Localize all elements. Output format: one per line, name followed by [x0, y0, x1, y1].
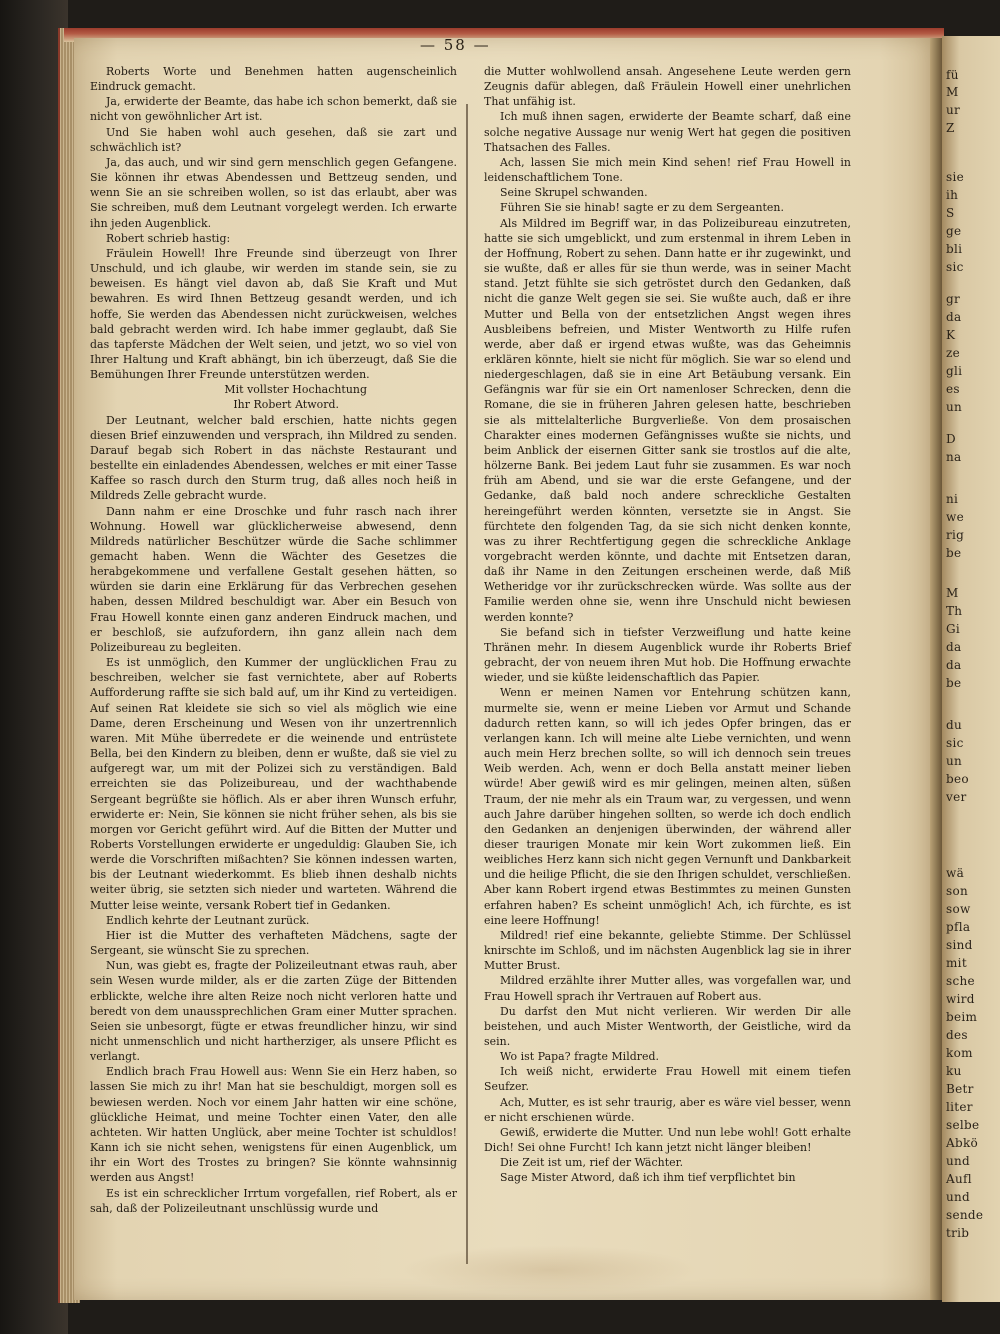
- paragraph: Dann nahm er eine Droschke und fuhr rasch nach ihrer Wohnung. Howell war glücklicherweise abwesend, denn Mildreds natürlicher Beschützer würde die Sache schlimmer gemacht haben. Wenn die Wächter des Gesetzes die herabgekommene und verfallene Gestalt gesehen hätten, so würden sie darin eine Erklärung für das Verbrechen gesehen haben, dessen Mildred beschuldigt war. Aber ein Besuch von Frau Howell konnte einen ganz anderen Eindruck machen, und er beschloß, sie aufzufordern, ihn ganz allein nach dem Polizeibureau zu begleiten.: [90, 504, 457, 654]
- next-page-fragment: ku: [946, 1064, 962, 1078]
- next-page-fragment: un: [946, 754, 963, 768]
- next-page-fragment: gr: [946, 292, 961, 306]
- paragraph: Du darfst den Mut nicht verlieren. Wir werden Dir alle beistehen, und auch Mister Wentworth, der Geistliche, wird da sein.: [484, 1004, 851, 1048]
- next-page-fragment: und: [946, 1190, 971, 1204]
- next-page-fragment: sic: [946, 736, 964, 750]
- next-page-fragment: D: [946, 432, 956, 446]
- paper-stain: [400, 1245, 700, 1295]
- paragraph: Roberts Worte und Benehmen hatten augenscheinlich Eindruck gemacht.: [90, 65, 457, 94]
- paragraph: Es ist ein schrecklicher Irrtum vorgefallen, rief Robert, als er sah, daß der Polizeileutnant unschlüssig wurde und: [90, 1186, 457, 1215]
- next-page-fragment: selbe: [946, 1118, 980, 1132]
- paragraph: Gewiß, erwiderte die Mutter. Und nun lebe wohl! Gott erhalte Dich! Sei ohne Furcht! Ich kann jetzt nicht länger bleiben!: [484, 1125, 851, 1155]
- next-page-fragment: ni: [946, 492, 959, 506]
- next-page-fragment: ge: [946, 224, 962, 238]
- next-page-fragment: ver: [946, 790, 967, 804]
- next-page-fragment: beim: [946, 1010, 978, 1024]
- next-page-fragment: Betr: [946, 1082, 974, 1096]
- next-page-fragment: K: [946, 328, 956, 342]
- paragraph: Der Leutnant, welcher bald erschien, hatte nichts gegen diesen Brief einzuwenden und versprach, ihn Mildred zu senden. Darauf begab sich Robert in das nächste Restaurant und bestellte ein einladendes Abendessen, welches er mit einer Tasse Kaffee so rasch durch den Sturm trug, daß alles noch heiß in Mildreds Zelle gebracht wurde.: [90, 413, 457, 503]
- next-page-fragment: gli: [946, 364, 963, 378]
- next-page-fragment: be: [946, 546, 962, 560]
- paragraph: Endlich brach Frau Howell aus: Wenn Sie ein Herz haben, so lassen Sie mich zu ihr! Man hat sie beschuldigt, morgen soll es bewiesen werden. Noch vor einem Jahr hatten wir eine schöne, glückliche Heimat, und meine Tochter einen Vater, den alle achteten. Wir hatten Unglück, aber meine Tochter ist schuldlos! Kann ich sie nicht sehen, wenigstens für einen Augenblick, um ihr ein Wort des Trostes zu bringen? Sie könnte wahnsinnig werden aus Angst!: [90, 1065, 457, 1185]
- next-page-fragment: sende: [946, 1208, 984, 1222]
- next-page-fragment: da: [946, 310, 962, 324]
- next-page-fragment: Aufl: [946, 1172, 972, 1186]
- next-page-fragment: sow: [946, 902, 971, 916]
- paragraph: Wo ist Papa? fragte Mildred.: [500, 1050, 660, 1064]
- next-page-fragment: Abkö: [946, 1136, 979, 1150]
- next-page-fragment: S: [946, 206, 955, 220]
- paragraph: die Mutter wohlwollend ansah. Angesehene Leute werden gern Zeugnis dafür ablegen, daß Fräulein Howell einer unehrlichen That unfähig ist.: [484, 65, 851, 109]
- next-page-fragment: ur: [946, 103, 961, 117]
- paragraph: Ich muß ihnen sagen, erwiderte der Beamte scharf, daß eine solche negative Aussage nur wenig Wert hat gegen die positiven Thatsachen des Falles.: [484, 110, 851, 154]
- next-page-fragment: Gi: [946, 622, 961, 636]
- next-page-fragment: da: [946, 640, 962, 654]
- next-page-fragment: da: [946, 658, 962, 672]
- next-page-fragment: liter: [946, 1100, 973, 1114]
- next-page-fragment: kom: [946, 1046, 973, 1060]
- paragraph: Mildred erzählte ihrer Mutter alles, was vorgefallen war, und Frau Howell sprach ihr Vertrauen auf Robert aus.: [484, 974, 851, 1003]
- paragraph: Endlich kehrte der Leutnant zurück.: [106, 913, 310, 927]
- next-page-fragment: na: [946, 450, 962, 464]
- column-divider: [466, 104, 468, 1264]
- book-gutter: [930, 38, 942, 1300]
- next-page-fragment: Th: [946, 604, 963, 618]
- next-page-fragment: un: [946, 400, 963, 414]
- paragraph: Seine Skrupel schwanden.: [500, 186, 648, 200]
- paragraph: Sage Mister Atword, daß ich ihm tief verpflichtet bin: [500, 1171, 796, 1185]
- next-page-fragment: beo: [946, 772, 969, 786]
- next-page-fragment: ih: [946, 188, 959, 202]
- right-text-column: [484, 64, 851, 1244]
- paragraph: Mildred! rief eine bekannte, geliebte Stimme. Der Schlüssel knirschte im Schloß, und im nächsten Augenblick lag sie in ihrer Mutter Brust.: [484, 928, 851, 973]
- next-page-fragment: trib: [946, 1226, 970, 1240]
- next-page-fragment: son: [946, 884, 969, 898]
- paragraph: Ach, Mutter, es ist sehr traurig, aber es wäre viel besser, wenn er nicht erschienen würde.: [484, 1095, 851, 1124]
- next-page-fragment: des: [946, 1028, 968, 1042]
- page-number: — 58 —: [420, 36, 491, 54]
- next-page-fragment: es: [946, 382, 960, 396]
- paragraph: Wenn er meinen Namen vor Entehrung schützen kann, murmelte sie, wenn er meine Lieben vor Armut und Schande dadurch retten kann, so will ich jedes Opfer bringen, das er verlangen kann. Ich will meine alte Liebe vernichten, und wenn auch mein Herz brechen sollte, so will ich dennoch sein treues Weib werden. Ach, wenn er doch Bella anstatt meiner lieben würde! Aber gewiß wird es mir gelingen, meinen alten, süßen Traum, der nie mehr als ein Traum war, zu vergessen, und wenn auch Jahre darüber hingehen sollten, so werde ich doch endlich den Gedanken an denjenigen überwinden, der während aller dieser traurigen Monate mir kein Wort zukommen ließ. Ein weibliches Herz kann sich nicht gegen Vernunft und Dankbarkeit und die heilige Pflicht, die sie den Ihrigen schuldet, verschließen. Aber kann Robert irgend etwas Bestimmtes zu meinen Gunsten erfahren haben? Es scheint unmöglich! Ach, ich fürchte, es ist eine leere Hoffnung!: [484, 686, 851, 927]
- next-page-fragment: we: [946, 510, 964, 524]
- next-page-fragment: rig: [946, 528, 965, 542]
- paragraph: Ja, erwiderte der Beamte, das habe ich schon bemerkt, daß sie nicht von gewöhnlicher Art ist.: [90, 95, 457, 124]
- paragraph: Ach, lassen Sie mich mein Kind sehen! rief Frau Howell in leidenschaftlichem Tone.: [484, 155, 851, 185]
- paragraph: Nun, was giebt es, fragte der Polizeileutnant etwas rauh, aber sein Wesen wurde milder, als er die zarten Züge der Bittenden erblickte, welche ihre alten Reize noch nicht verloren hatte und beredt von dem unaussprechlichen Gram einer Mutter sprachen. Seien sie unbesorgt, fügte er etwas freundlicher hinzu, wir sind nicht unmenschlich und nicht hartherziger, als unsere Pflicht es verlangt.: [90, 959, 457, 1064]
- next-page-fragment: sic: [946, 260, 964, 274]
- paragraph: Mit vollster Hochachtung: [224, 383, 367, 397]
- paragraph: Robert schrieb hastig:: [106, 231, 231, 245]
- paragraph: Ihr Robert Atword.: [233, 398, 339, 412]
- next-page-fragment: ze: [946, 346, 961, 360]
- paragraph: Ja, das auch, und wir sind gern menschlich gegen Gefangene. Sie können ihr etwas Abendessen und Bettzeug senden, und wenn Sie an sie schreiben wollen, so ist das erlaubt, aber was Sie schreiben, muß dem Leutnant vorgelegt werden. Ich erwarte ihn jeden Augenblick.: [90, 155, 457, 230]
- next-page-fragment: und: [946, 1154, 971, 1168]
- next-page-fragment: mit: [946, 956, 967, 970]
- next-page-fragment: sie: [946, 170, 964, 184]
- left-text-column: [90, 64, 457, 1244]
- next-page-fragment: pfla: [946, 920, 971, 934]
- next-page-fragment: sche: [946, 974, 975, 988]
- next-page-fragment: M: [946, 586, 959, 600]
- next-page-fragment: M: [946, 85, 959, 99]
- paragraph: Sie befand sich in tiefster Verzweiflung und hatte keine Thränen mehr. In diesem Augenblick wurde ihr Roberts Brief gebracht, der von neuem ihren Mut hob. Die Hoffnung erwachte wieder, und sie küßte leidenschaftlich das Papier.: [484, 625, 851, 685]
- next-page-fragment: fü: [946, 68, 959, 82]
- paragraph: Als Mildred im Begriff war, in das Polizeibureau einzutreten, hatte sie sich umgeblickt, und zum erstenmal in ihrem Leben in der Hoffnung, Robert zu sehen. Dann hatte er ihr zugewinkt, und sie wußte, daß er alles für sie thun werde, was in seiner Macht stand. Jetzt fühlte sie sich getröstet durch den Gedanken, daß nicht die ganze Welt gegen sie sei. Sie wußte auch, daß er ihre Mutter und Bella von der entsetzlichen Angst wegen ihres Ausbleibens befreien, und Mister Wentworth zu Hilfe rufen werde, aber daß er irgend etwas wußte, was das Geheimnis erklären könnte, hielt sie nicht für möglich. Sie war so elend und niedergeschlagen, daß sie in eine Art Betäubung versank. Ein Gefängnis war für sie ein Ort namenloser Schrecken, denn die Romane, die sie in früheren Jahren gelesen hatte, beschrieben sie als mittelalterliche Burgverließe. Von dem prosaischen Charakter eines modernen Gefängnisses wußte sie nichts, und beim Anblick der eisernen Gitter sank sie trostlos auf die alte, hölzerne Bank. Bei jedem Laut fuhr sie zusammen. Es war noch früh am Abend, und sie war die erste Gefangene, und der Gedanke, daß bald noch andere schreckliche Gestalten hereingeführt werden könnten, versetzte sie in Angst. Sie fürchtete den folgenden Tag, da sie sich nicht denken konnte, was zu ihrer Rechtfertigung gegen die schreckliche Anklage vorgebracht werden könnte, und dachte mit Entsetzen daran, daß ihr Name in den Zeitungen erscheinen werde, daß Miß Wetheridge vor ihr zurückschrecken würde. Was sollte aus der Familie werden ohne sie, wenn ihre Unschuld nicht bewiesen werden konnte?: [484, 216, 851, 624]
- paragraph: Fräulein Howell! Ihre Freunde sind überzeugt von Ihrer Unschuld, und ich glaube, wir werden im stande sein, sie zu beweisen. Es hängt viel davon ab, daß Sie Kraft und Mut bewahren. Es wird Ihnen Bettzeug gesandt werden, und ich hoffe, Sie werden das Abendessen nicht zurückweisen, welches bald gebracht werden wird. Ich habe immer geglaubt, daß Sie das tapferste Mädchen der Welt seien, und jetzt, wo so viel von Ihrer Haltung und Kraft abhängt, bin ich überzeugt, daß Sie die Bemühungen Ihrer Freunde unterstützen werden.: [90, 246, 457, 382]
- paragraph: Und Sie haben wohl auch gesehen, daß sie zart und schwächlich ist?: [90, 125, 457, 154]
- paragraph: Ich weiß nicht, erwiderte Frau Howell mit einem tiefen Seufzer.: [484, 1065, 851, 1094]
- next-page-fragment: du: [946, 718, 963, 732]
- next-page-fragment: wä: [946, 866, 965, 880]
- paragraph: Die Zeit ist um, rief der Wächter.: [500, 1156, 684, 1170]
- next-page-fragment: be: [946, 676, 962, 690]
- next-page-edge: [942, 36, 1000, 1302]
- next-page-fragment: bli: [946, 242, 963, 256]
- next-page-fragment: wird: [946, 992, 975, 1006]
- paragraph: Führen Sie sie hinab! sagte er zu dem Sergeanten.: [500, 201, 785, 215]
- next-page-fragment: Z: [946, 121, 955, 135]
- paragraph: Hier ist die Mutter des verhafteten Mädchens, sagte der Sergeant, sie wünscht Sie zu sprechen.: [90, 928, 457, 958]
- next-page-fragment: sind: [946, 938, 973, 952]
- paragraph: Es ist unmöglich, den Kummer der unglücklichen Frau zu beschreiben, welcher sie fast vernichtete, aber auf Roberts Aufforderung raffte sie sich bald auf, um ihr Kind zu verteidigen. Auf seinen Rat kleidete sie sich so viel als möglich wie eine Dame, deren Erscheinung und Wesen von ihr unzertrennlich waren. Mit Mühe überredete er die weinende und entrüstete Bella, bei den Kindern zu bleiben, denn er wußte, daß sie viel zu aufgeregt war, um mit der Polizei sich zu verständigen. Bald erreichten sie das Polizeibureau, und der wachthabende Sergeant begrüßte sie höflich. Als er aber ihren Wunsch erfuhr, erwiderte er: Nein, Sie können sie nicht früher sehen, als bis sie morgen vor Gericht geführt wird. Auf die Bitten der Mutter und Roberts Vorstellungen erwiderte er ungeduldig: Glauben Sie, ich werde die Vorschriften mißachten? Sie können indessen warten, bis der Leutnant wiederkommt. Es blieb ihnen deshalb nichts weiter übrig, sie setzten sich nieder und warteten. Während die Mutter leise weinte, versank Robert tief in Gedanken.: [90, 656, 457, 912]
